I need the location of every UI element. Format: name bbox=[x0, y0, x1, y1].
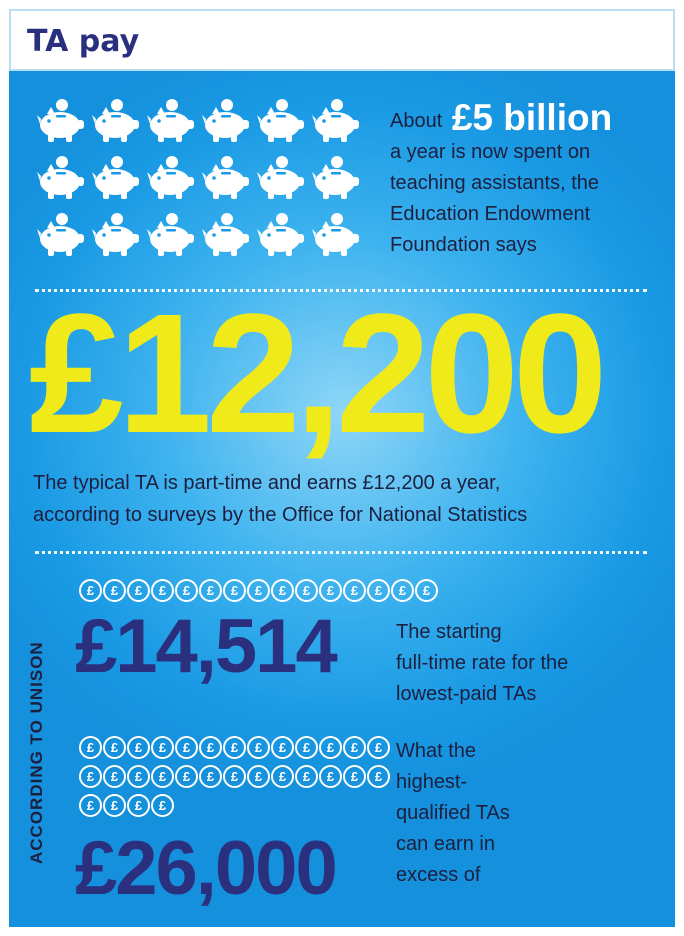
piggy-bank-icon bbox=[35, 97, 85, 143]
pound-coin-icon: £ bbox=[415, 579, 438, 602]
lowest-line-2: full-time rate for the bbox=[396, 652, 569, 674]
pound-coin-icon: £ bbox=[151, 765, 174, 788]
piggy-bank-icon bbox=[35, 154, 85, 200]
piggy-bank-icon bbox=[255, 211, 305, 257]
pound-coin-icon: £ bbox=[79, 579, 102, 602]
pound-coin-icon: £ bbox=[103, 736, 126, 759]
pound-coin-icon: £ bbox=[151, 794, 174, 817]
about-block bbox=[390, 99, 660, 261]
pound-coin-icon: £ bbox=[103, 579, 126, 602]
dotted-divider-2 bbox=[35, 551, 647, 554]
coin-row-lowest bbox=[79, 579, 438, 601]
highest-line-1: What the bbox=[396, 740, 477, 762]
pound-coin-icon: £ bbox=[127, 765, 150, 788]
piggy-bank-icon bbox=[310, 154, 360, 200]
pound-coin-icon: £ bbox=[319, 765, 342, 788]
infographic-frame bbox=[9, 9, 675, 927]
pound-coin-icon: £ bbox=[271, 765, 294, 788]
highest-line-5: excess of bbox=[396, 864, 481, 886]
pound-coin-icon: £ bbox=[199, 765, 222, 788]
about-line-3: Education Endowment bbox=[390, 203, 591, 225]
pound-coin-icon: £ bbox=[343, 736, 366, 759]
piggy-bank-icon bbox=[255, 154, 305, 200]
pound-coin-icon: £ bbox=[223, 736, 246, 759]
about-lead-text: About bbox=[390, 110, 443, 132]
pound-coin-icon: £ bbox=[295, 765, 318, 788]
pound-coin-icon: £ bbox=[343, 579, 366, 602]
highest-description bbox=[396, 736, 656, 891]
piggy-bank-icon bbox=[310, 211, 360, 257]
header-bar bbox=[9, 9, 675, 71]
pound-coin-icon: £ bbox=[199, 579, 222, 602]
pound-coin-icon: £ bbox=[367, 579, 390, 602]
pound-coin-icon: £ bbox=[271, 736, 294, 759]
pound-coin-icon: £ bbox=[79, 794, 102, 817]
piggy-bank-icon bbox=[90, 154, 140, 200]
piggy-bank-icon bbox=[145, 211, 195, 257]
pound-coin-icon: £ bbox=[151, 579, 174, 602]
pound-coin-icon: £ bbox=[295, 736, 318, 759]
infographic-panel bbox=[9, 71, 675, 927]
pound-coin-icon: £ bbox=[319, 579, 342, 602]
piggy-bank-icon bbox=[200, 97, 250, 143]
piggy-bank-icon bbox=[35, 211, 85, 257]
highest-line-4: can earn in bbox=[396, 833, 495, 855]
coin-row-highest bbox=[79, 794, 174, 816]
pound-coin-icon: £ bbox=[247, 579, 270, 602]
pound-coin-icon: £ bbox=[367, 765, 390, 788]
pound-coin-icon: £ bbox=[247, 736, 270, 759]
pound-coin-icon: £ bbox=[127, 736, 150, 759]
highest-line-2: highest- bbox=[396, 771, 468, 793]
lowest-line-3: lowest-paid TAs bbox=[396, 683, 537, 705]
typical-block bbox=[33, 467, 663, 531]
lowest-description bbox=[396, 617, 656, 710]
coin-row-highest bbox=[79, 765, 390, 787]
typical-line-2: according to surveys by the Office for National Statistics bbox=[33, 504, 528, 526]
pound-coin-icon: £ bbox=[103, 794, 126, 817]
pound-coin-icon: £ bbox=[199, 736, 222, 759]
pound-coin-icon: £ bbox=[127, 794, 150, 817]
pound-coin-icon: £ bbox=[319, 736, 342, 759]
pound-coin-icon: £ bbox=[79, 736, 102, 759]
piggy-bank-icon bbox=[255, 97, 305, 143]
pound-coin-icon: £ bbox=[271, 579, 294, 602]
pound-coin-icon: £ bbox=[223, 579, 246, 602]
pound-coin-icon: £ bbox=[295, 579, 318, 602]
pound-coin-icon: £ bbox=[79, 765, 102, 788]
pound-coin-icon: £ bbox=[175, 579, 198, 602]
pound-coin-icon: £ bbox=[367, 736, 390, 759]
about-line-1: a year is now spent on bbox=[390, 141, 591, 163]
highest-line-3: qualified TAs bbox=[396, 802, 510, 824]
lowest-line-1: The starting bbox=[396, 621, 502, 643]
highest-amount: £26,000 bbox=[75, 826, 336, 911]
piggy-bank-icon bbox=[90, 211, 140, 257]
pound-coin-icon: £ bbox=[343, 765, 366, 788]
piggy-bank-icon bbox=[90, 97, 140, 143]
pound-coin-icon: £ bbox=[103, 765, 126, 788]
piggy-bank-grid bbox=[35, 97, 365, 267]
pound-coin-icon: £ bbox=[127, 579, 150, 602]
coin-row-highest bbox=[79, 736, 390, 758]
pound-coin-icon: £ bbox=[151, 736, 174, 759]
pound-coin-icon: £ bbox=[175, 765, 198, 788]
pound-coin-icon: £ bbox=[223, 765, 246, 788]
pound-coin-icon: £ bbox=[247, 765, 270, 788]
typical-line-1: The typical TA is part-time and earns £12,200 a year, bbox=[33, 472, 501, 494]
piggy-bank-icon bbox=[145, 154, 195, 200]
pound-coin-icon: £ bbox=[175, 736, 198, 759]
about-line-4: Foundation says bbox=[390, 234, 537, 256]
about-line-2: teaching assistants, the bbox=[390, 172, 600, 194]
typical-amount: £12,200 bbox=[29, 279, 602, 469]
piggy-bank-icon bbox=[145, 97, 195, 143]
piggy-bank-icon bbox=[200, 154, 250, 200]
piggy-bank-icon bbox=[200, 211, 250, 257]
lowest-amount: £14,514 bbox=[75, 604, 336, 689]
page-title: TA pay bbox=[27, 24, 140, 59]
piggy-bank-icon bbox=[310, 97, 360, 143]
pound-coin-icon: £ bbox=[391, 579, 414, 602]
about-amount: £5 billion bbox=[451, 97, 613, 138]
unison-side-label: ACCORDING TO UNISON bbox=[27, 641, 46, 864]
